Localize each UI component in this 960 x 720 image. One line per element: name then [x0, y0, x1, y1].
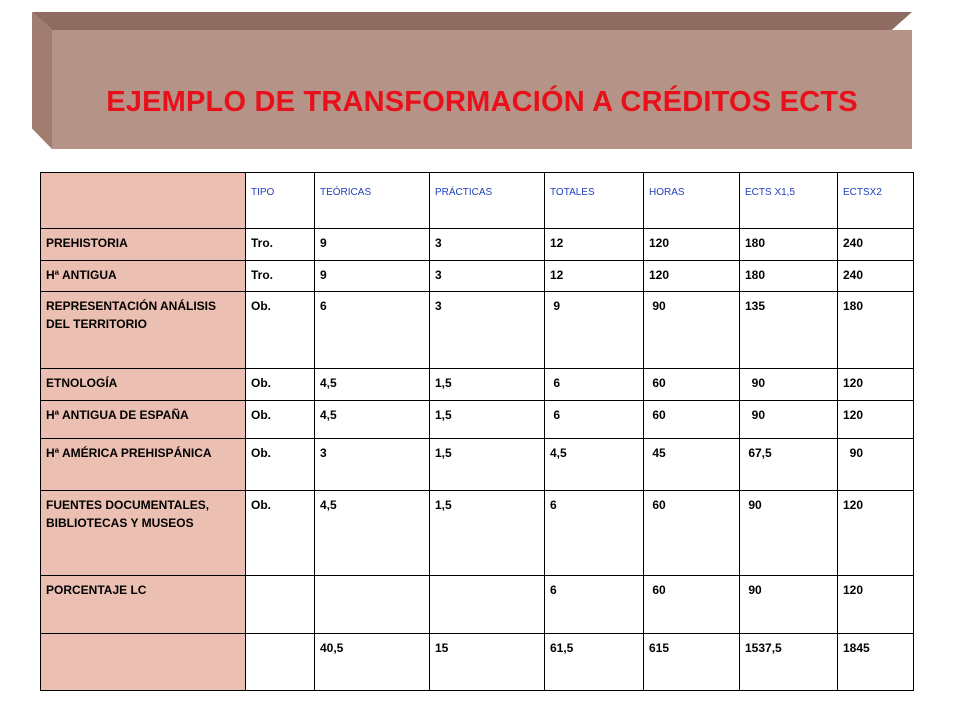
cell-teoricas: [315, 576, 430, 634]
cell-horas: 120: [644, 229, 740, 261]
title-banner: [32, 12, 912, 149]
cell-horas: 60: [644, 369, 740, 401]
cell-ects-x15: 180: [740, 261, 838, 292]
cell-ects-x2: 180: [838, 292, 914, 369]
cell-totales: 61,5: [545, 634, 644, 691]
cell-tipo: Ob.: [246, 292, 315, 369]
table-row: [41, 229, 914, 261]
cell-ects-x2: 120: [838, 369, 914, 401]
table-row: [41, 439, 914, 491]
cell-tipo: [246, 576, 315, 634]
cell-ects-x2: 120: [838, 491, 914, 576]
cell-teoricas: 40,5: [315, 634, 430, 691]
row-label: PORCENTAJE LC: [41, 576, 246, 634]
cell-tipo: Ob.: [246, 439, 315, 491]
cell-horas: 90: [644, 292, 740, 369]
cell-horas: 615: [644, 634, 740, 691]
cell-totales: 4,5: [545, 439, 644, 491]
cell-ects-x15: 90: [740, 369, 838, 401]
row-label: Hª AMÉRICA PREHISPÁNICA: [41, 439, 246, 491]
header-cell-horas: HORAS: [644, 173, 740, 229]
cell-practicas: 15: [430, 634, 545, 691]
cell-totales: 6: [545, 491, 644, 576]
cell-ects-x15: 1537,5: [740, 634, 838, 691]
cell-totales: 6: [545, 401, 644, 439]
cell-ects-x15: 90: [740, 576, 838, 634]
cell-teoricas: 9: [315, 229, 430, 261]
table-row: [41, 369, 914, 401]
cell-ects-x2: 120: [838, 401, 914, 439]
header-cell-totales: TOTALES: [545, 173, 644, 229]
ects-table: [40, 172, 914, 691]
cell-totales: 12: [545, 229, 644, 261]
cell-teoricas: 4,5: [315, 491, 430, 576]
cell-ects-x2: 240: [838, 261, 914, 292]
cell-ects-x2: 90: [838, 439, 914, 491]
cell-tipo: Tro.: [246, 229, 315, 261]
cell-ects-x2: 240: [838, 229, 914, 261]
cell-teoricas: 9: [315, 261, 430, 292]
cell-horas: 60: [644, 401, 740, 439]
row-label: ETNOLOGÍA: [41, 369, 246, 401]
table-row: [41, 292, 914, 369]
page-title: EJEMPLO DE TRANSFORMACIÓN A CRÉDITOS ECTS: [106, 86, 858, 118]
row-label: Hª ANTIGUA: [41, 261, 246, 292]
cell-practicas: 1,5: [430, 369, 545, 401]
header-cell-teoricas: TEÓRICAS: [315, 173, 430, 229]
cell-practicas: [430, 576, 545, 634]
header-cell-tipo: TIPO: [246, 173, 315, 229]
cell-ects-x2: 120: [838, 576, 914, 634]
row-label: REPRESENTACIÓN ANÁLISIS DEL TERRITORIO: [41, 292, 246, 369]
cell-totales: 12: [545, 261, 644, 292]
cell-practicas: 3: [430, 292, 545, 369]
cell-tipo: Ob.: [246, 369, 315, 401]
table-row-totals: [41, 634, 914, 691]
cell-tipo: Ob.: [246, 401, 315, 439]
header-cell-practicas: PRÁCTICAS: [430, 173, 545, 229]
header-cell-blank: [41, 173, 246, 229]
table-row: [41, 261, 914, 292]
cell-horas: 60: [644, 576, 740, 634]
cell-horas: 120: [644, 261, 740, 292]
table-row: [41, 576, 914, 634]
row-label: FUENTES DOCUMENTALES, BIBLIOTECAS Y MUSEOS: [41, 491, 246, 576]
header-cell-ects-x15: ECTS X1,5: [740, 173, 838, 229]
banner-bevel-top: [32, 12, 912, 30]
cell-ects-x15: 67,5: [740, 439, 838, 491]
cell-totales: 6: [545, 369, 644, 401]
cell-horas: 60: [644, 491, 740, 576]
cell-totales: 9: [545, 292, 644, 369]
cell-practicas: 3: [430, 261, 545, 292]
row-label: [41, 634, 246, 691]
row-label: Hª ANTIGUA DE ESPAÑA: [41, 401, 246, 439]
cell-totales: 6: [545, 576, 644, 634]
cell-tipo: [246, 634, 315, 691]
cell-practicas: 3: [430, 229, 545, 261]
table-header-row: [41, 173, 914, 229]
cell-practicas: 1,5: [430, 491, 545, 576]
cell-teoricas: 3: [315, 439, 430, 491]
cell-tipo: Tro.: [246, 261, 315, 292]
table-row: [41, 401, 914, 439]
table-row: [41, 491, 914, 576]
cell-tipo: Ob.: [246, 491, 315, 576]
cell-teoricas: 6: [315, 292, 430, 369]
cell-ects-x15: 90: [740, 491, 838, 576]
cell-ects-x2: 1845: [838, 634, 914, 691]
cell-teoricas: 4,5: [315, 369, 430, 401]
row-label: PREHISTORIA: [41, 229, 246, 261]
banner-bevel-left: [32, 12, 52, 149]
cell-teoricas: 4,5: [315, 401, 430, 439]
cell-ects-x15: 180: [740, 229, 838, 261]
cell-horas: 45: [644, 439, 740, 491]
cell-practicas: 1,5: [430, 401, 545, 439]
cell-ects-x15: 90: [740, 401, 838, 439]
cell-practicas: 1,5: [430, 439, 545, 491]
header-cell-ects-x2: ECTSX2: [838, 173, 914, 229]
cell-ects-x15: 135: [740, 292, 838, 369]
